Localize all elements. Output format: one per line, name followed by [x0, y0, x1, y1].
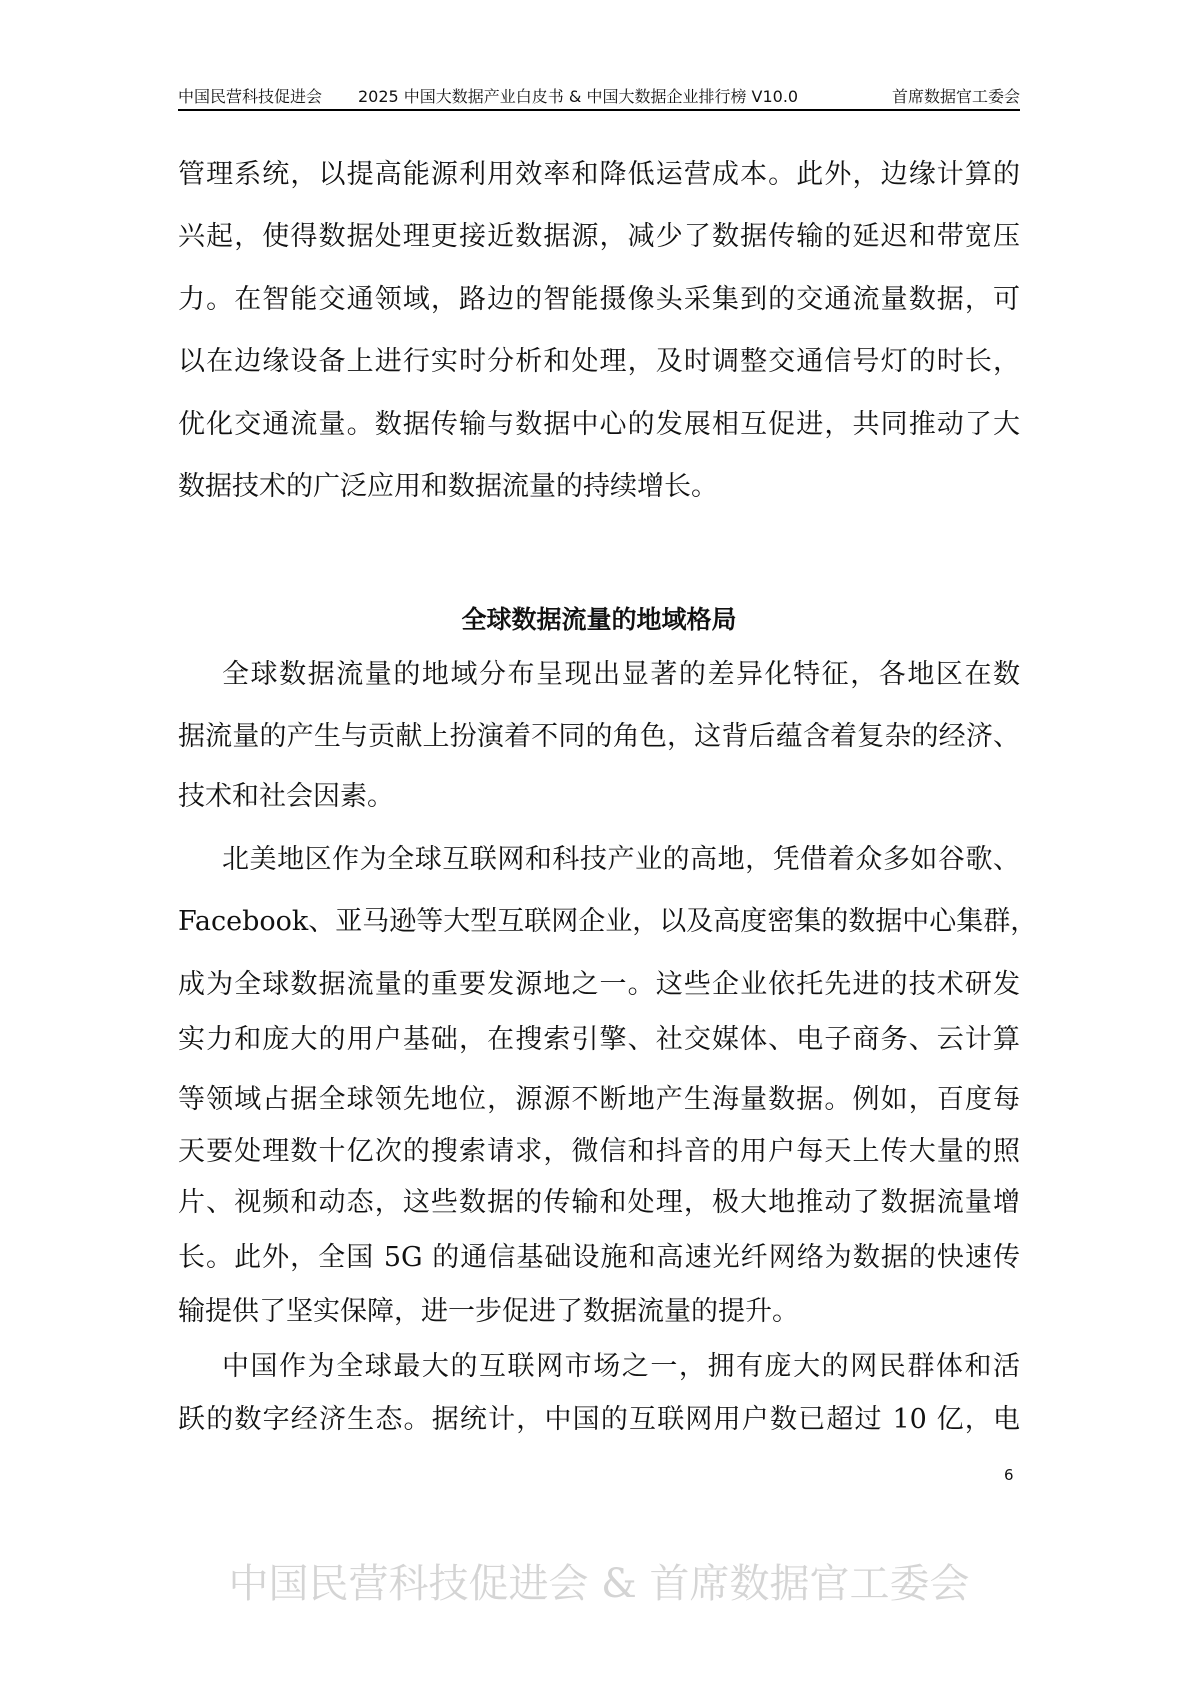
- text-line: 长。此外，全国 5G 的通信基础设施和高速光纤网络为数据的快速传: [178, 1242, 1020, 1273]
- text-line: 成为全球数据流量的重要发源地之一。这些企业依托先进的技术研发: [178, 969, 1020, 1000]
- text-line: 实力和庞大的用户基础，在搜索引擎、社交媒体、电子商务、云计算: [178, 1024, 1020, 1055]
- text-line: 天要处理数十亿次的搜索请求，微信和抖音的用户每天上传大量的照: [178, 1136, 1020, 1167]
- header-left: 中国民营科技促进会: [178, 87, 323, 106]
- text-line: 优化交通流量。数据传输与数据中心的发展相互促进，共同推动了大: [178, 409, 1020, 440]
- text-line: 全球数据流量的地域分布呈现出显著的差异化特征，各地区在数: [222, 659, 1020, 690]
- text-line: 跃的数字经济生态。据统计，中国的互联网用户数已超过 10 亿，电: [178, 1404, 1020, 1435]
- text-line: 北美地区作为全球互联网和科技产业的高地，凭借着众多如谷歌、: [222, 844, 1020, 875]
- text-line: 以在边缘设备上进行实时分析和处理，及时调整交通信号灯的时长，: [178, 346, 1020, 377]
- text-line: 数据技术的广泛应用和数据流量的持续增长。: [178, 471, 718, 502]
- text-line: 据流量的产生与贡献上扮演着不同的角色，这背后蕴含着复杂的经济、: [178, 721, 1020, 752]
- text-line: 片、视频和动态，这些数据的传输和处理，极大地推动了数据流量增: [178, 1187, 1020, 1218]
- page-number: 6: [1004, 1466, 1014, 1484]
- section-heading: 全球数据流量的地域格局: [461, 605, 737, 634]
- text-line: 中国作为全球最大的互联网市场之一，拥有庞大的网民群体和活: [222, 1351, 1020, 1382]
- header-rule: [178, 109, 1020, 111]
- text-line: 管理系统，以提高能源利用效率和降低运营成本。此外，边缘计算的: [178, 159, 1020, 190]
- text-line: 等领域占据全球领先地位，源源不断地产生海量数据。例如，百度每: [178, 1084, 1020, 1115]
- text-line: 力。在智能交通领域，路边的智能摄像头采集到的交通流量数据，可: [178, 284, 1020, 315]
- header-right: 首席数据官工委会: [891, 87, 1020, 106]
- text-line: 技术和社会因素。: [178, 781, 394, 812]
- text-line: 兴起，使得数据处理更接近数据源，减少了数据传输的延迟和带宽压: [178, 221, 1020, 252]
- header-center: 2025 中国大数据产业白皮书 & 中国大数据企业排行榜 V10.0: [358, 87, 799, 106]
- text-line: 输提供了坚实保障，进一步促进了数据流量的提升。: [178, 1296, 799, 1327]
- watermark: 中国民营科技促进会 & 首席数据官工委会: [228, 1561, 970, 1607]
- text-line: Facebook、亚马逊等大型互联网企业，以及高度密集的数据中心集群，: [178, 906, 1038, 937]
- page-header: [178, 84, 1020, 110]
